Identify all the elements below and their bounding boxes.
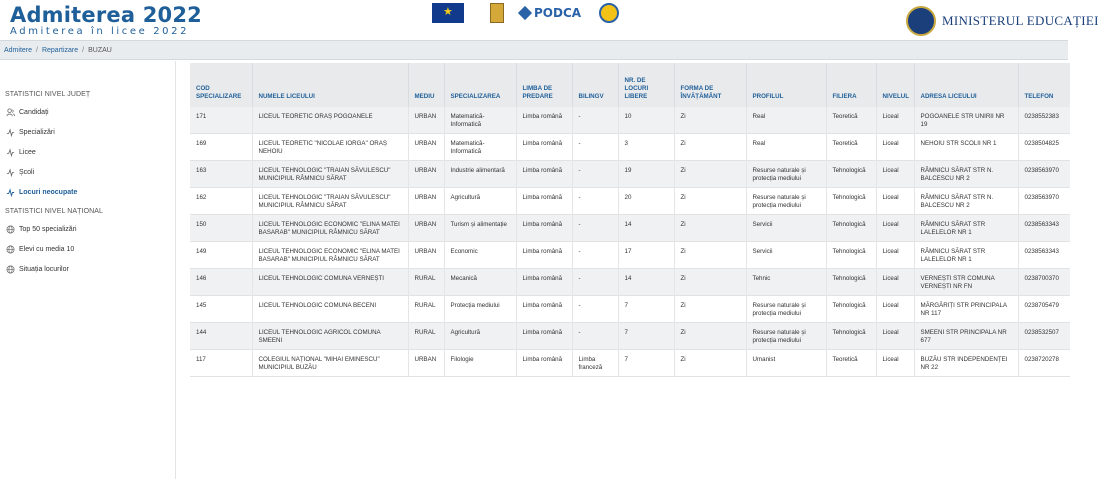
cell-forma-de-invatamant: Zi [674, 269, 746, 296]
cell-limba-de-predare: Limba română [516, 188, 572, 215]
table-row [190, 242, 1070, 269]
globe-icon [5, 224, 15, 234]
cell-filiera: Tehnologică [826, 296, 876, 323]
cell-bilingv: Limba franceză [572, 350, 618, 377]
cell-forma-de-invatamant: Zi [674, 188, 746, 215]
cell-numele-liceului: LICEUL TEHNOLOGIC COMUNA VERNEȘTI [252, 269, 408, 296]
cell-numele-liceului: LICEUL TEHNOLOGIC ECONOMIC "ELINA MATEI BASARAB" MUNICIPIUL RÂMNICU SĂRAT [252, 215, 408, 242]
cell-nr-locuri-libere: 17 [618, 242, 674, 269]
ministry-brand[interactable] [906, 6, 1099, 36]
cell-forma-de-invatamant: Zi [674, 107, 746, 134]
cell-bilingv: - [572, 161, 618, 188]
sidebar-item-situatia-locurilor[interactable] [0, 259, 175, 279]
cell-adresa-liceului: RÂMNICU SĂRAT STR LALELELOR NR 1 [914, 215, 1018, 242]
column-header-forma-de-invatamant[interactable]: FORMA DE ÎNVĂȚĂMÂNT [674, 63, 746, 107]
cell-nr-locuri-libere: 3 [618, 134, 674, 161]
cell-bilingv: - [572, 269, 618, 296]
cell-adresa-liceului: RÂMNICU SĂRAT STR LALELELOR NR 1 [914, 242, 1018, 269]
column-header-cod-specializare[interactable]: COD SPECIALIZARE [190, 63, 252, 107]
breadcrumb-admitere[interactable]: Admitere [4, 47, 33, 54]
breadcrumb [0, 40, 1068, 60]
table-row [190, 188, 1070, 215]
column-header-specializarea[interactable]: SPECIALIZAREA [444, 63, 516, 107]
globe-icon [5, 244, 15, 254]
cell-limba-de-predare: Limba română [516, 107, 572, 134]
cell-limba-de-predare: Limba română [516, 161, 572, 188]
sidebar-item-locuri-neocupate[interactable] [0, 182, 175, 202]
table-row [190, 215, 1070, 242]
activity-icon [5, 147, 15, 157]
romania-coat-of-arms-logo [490, 3, 504, 23]
cell-numele-liceului: COLEGIUL NAȚIONAL "MIHAI EMINESCU" MUNICIPIUL BUZĂU [252, 350, 408, 377]
cell-specializarea: Agricultură [444, 188, 516, 215]
site-title: Admiterea 2022 [10, 3, 202, 27]
cell-profilul: Umanist [746, 350, 826, 377]
table-row [190, 107, 1070, 134]
cell-nr-locuri-libere: 10 [618, 107, 674, 134]
eu-flag-logo [432, 3, 464, 23]
cell-numele-liceului: LICEUL TEORETIC "NICOLAE IORGA" ORAȘ NEHOIU [252, 134, 408, 161]
sidebar-item-candidati[interactable] [0, 102, 175, 122]
cell-numele-liceului: LICEUL TEHNOLOGIC "TRAIAN SĂVULESCU" MUNICIPIUL RÂMNICU SĂRAT [252, 188, 408, 215]
cell-forma-de-invatamant: Zi [674, 161, 746, 188]
sidebar-item-label: Specializări [19, 128, 55, 136]
cell-numele-liceului: LICEUL TEHNOLOGIC COMUNA BECENI [252, 296, 408, 323]
column-header-telefon[interactable]: TELEFON [1018, 63, 1070, 107]
cell-specializarea: Agricultură [444, 323, 516, 350]
cell-telefon: 0238504825 [1018, 134, 1070, 161]
cell-telefon: 0238563970 [1018, 188, 1070, 215]
cell-mediu: RURAL [408, 269, 444, 296]
cell-filiera: Tehnologică [826, 215, 876, 242]
users-icon [5, 107, 15, 117]
cell-adresa-liceului: MĂRGĂRIȚI STR PRINCIPALA NR 117 [914, 296, 1018, 323]
activity-icon [5, 187, 15, 197]
cell-numele-liceului: LICEUL TEORETIC ORAȘ POGOANELE [252, 107, 408, 134]
cell-filiera: Tehnologică [826, 269, 876, 296]
cell-profilul: Resurse naturale și protecția mediului [746, 188, 826, 215]
cell-limba-de-predare: Limba română [516, 269, 572, 296]
column-header-bilingv[interactable]: BILINGV [572, 63, 618, 107]
cell-bilingv: - [572, 323, 618, 350]
cell-adresa-liceului: BUZĂU STR INDEPENDENȚEI NR 22 [914, 350, 1018, 377]
cell-limba-de-predare: Limba română [516, 242, 572, 269]
cell-adresa-liceului: SMEENI STR PRINCIPALA NR 677 [914, 323, 1018, 350]
cell-nivelul: Liceal [876, 350, 914, 377]
cell-cod-specializare: 162 [190, 188, 252, 215]
sidebar-item-label: Licee [19, 148, 36, 156]
cell-telefon: 0238552383 [1018, 107, 1070, 134]
cell-bilingv: - [572, 188, 618, 215]
cell-mediu: URBAN [408, 350, 444, 377]
cell-cod-specializare: 144 [190, 323, 252, 350]
cell-cod-specializare: 163 [190, 161, 252, 188]
cell-limba-de-predare: Limba română [516, 134, 572, 161]
table-row [190, 296, 1070, 323]
cell-nivelul: Liceal [876, 269, 914, 296]
cell-mediu: URBAN [408, 161, 444, 188]
sidebar-item-label: Locuri neocupate [19, 188, 78, 196]
cell-profilul: Tehnic [746, 269, 826, 296]
cell-nr-locuri-libere: 14 [618, 215, 674, 242]
cell-specializarea: Filologie [444, 350, 516, 377]
table-row [190, 161, 1070, 188]
cell-specializarea: Mecanică [444, 269, 516, 296]
column-header-limba-de-predare[interactable]: LIMBA DE PREDARE [516, 63, 572, 107]
cell-forma-de-invatamant: Zi [674, 323, 746, 350]
main-content [190, 63, 1068, 479]
cell-filiera: Teoretică [826, 107, 876, 134]
site-brand[interactable] [10, 4, 202, 37]
sidebar-item-elevi-cu-media-10[interactable] [0, 239, 175, 259]
cell-profilul: Resurse naturale și protecția mediului [746, 323, 826, 350]
cell-limba-de-predare: Limba română [516, 323, 572, 350]
cell-nivelul: Liceal [876, 323, 914, 350]
sidebar-item-label: Situația locurilor [19, 265, 69, 273]
cell-profilul: Servicii [746, 215, 826, 242]
cell-adresa-liceului: RÂMNICU SĂRAT STR N. BALCESCU NR 2 [914, 161, 1018, 188]
sidebar-item-specializari[interactable] [0, 122, 175, 142]
table-header-row [190, 63, 1070, 107]
cell-nr-locuri-libere: 14 [618, 269, 674, 296]
cell-specializarea: Matematică-Informatică [444, 134, 516, 161]
unfilled-places-table [190, 63, 1070, 377]
cell-nr-locuri-libere: 7 [618, 296, 674, 323]
cell-limba-de-predare: Limba română [516, 296, 572, 323]
cell-bilingv: - [572, 215, 618, 242]
cell-filiera: Tehnologică [826, 323, 876, 350]
breadcrumb-current: BUZAU [88, 47, 112, 54]
sidebar-item-label: Elevi cu media 10 [19, 245, 75, 253]
cell-adresa-liceului: RÂMNICU SĂRAT STR N. BALCESCU NR 2 [914, 188, 1018, 215]
ministry-seal-icon [906, 6, 936, 36]
cell-filiera: Teoretică [826, 350, 876, 377]
activity-icon [5, 127, 15, 137]
sidebar-item-licee[interactable] [0, 142, 175, 162]
sidebar-item-label: Școli [19, 168, 35, 176]
column-header-numele-liceului[interactable]: NUMELE LICEULUI [252, 63, 408, 107]
cell-profilul: Resurse naturale și protecția mediului [746, 161, 826, 188]
cell-nivelul: Liceal [876, 296, 914, 323]
breadcrumb-separator: / [36, 47, 38, 54]
cell-telefon: 0238563970 [1018, 161, 1070, 188]
cell-nivelul: Liceal [876, 242, 914, 269]
sidebar [0, 61, 176, 479]
cell-profilul: Real [746, 134, 826, 161]
globe-icon [5, 264, 15, 274]
cell-profilul: Real [746, 107, 826, 134]
cell-nr-locuri-libere: 20 [618, 188, 674, 215]
cell-forma-de-invatamant: Zi [674, 134, 746, 161]
ministry-name: MINISTERUL EDUCAȚIEI [942, 13, 1099, 28]
cell-telefon: 0238532507 [1018, 323, 1070, 350]
cell-adresa-liceului: VERNEȘTI STR COMUNA VERNEȘTI NR FN [914, 269, 1018, 296]
cell-specializarea: Turism și alimentație [444, 215, 516, 242]
cell-numele-liceului: LICEUL TEHNOLOGIC "TRAIAN SĂVULESCU" MUNICIPIUL RÂMNICU SĂRAT [252, 161, 408, 188]
column-header-filiera[interactable]: FILIERA [826, 63, 876, 107]
cell-cod-specializare: 169 [190, 134, 252, 161]
cell-profilul: Resurse naturale și protecția mediului [746, 296, 826, 323]
cell-profilul: Servicii [746, 242, 826, 269]
podca-logo-text: PODCA [534, 6, 582, 20]
cell-telefon: 0238705479 [1018, 296, 1070, 323]
cell-adresa-liceului: NEHOIU STR SCOLII NR 1 [914, 134, 1018, 161]
sidebar-item-label: Top 50 specializări [19, 225, 77, 233]
column-header-mediu[interactable]: MEDIU [408, 63, 444, 107]
cell-specializarea: Industrie alimentară [444, 161, 516, 188]
sidebar-item-top-50-specializari[interactable] [0, 219, 175, 239]
cell-bilingv: - [572, 134, 618, 161]
cell-mediu: URBAN [408, 242, 444, 269]
cell-cod-specializare: 150 [190, 215, 252, 242]
cell-cod-specializare: 146 [190, 269, 252, 296]
cell-nivelul: Liceal [876, 215, 914, 242]
cell-mediu: URBAN [408, 134, 444, 161]
site-subtitle: Admiterea în licee 2022 [10, 26, 190, 37]
cell-numele-liceului: LICEUL TEHNOLOGIC ECONOMIC "ELINA MATEI BASARAB" MUNICIPIUL RÂMNICU SĂRAT [252, 242, 408, 269]
partner-logos [432, 3, 619, 37]
table-row [190, 269, 1070, 296]
column-header-adresa-liceului[interactable]: ADRESA LICEULUI [914, 63, 1018, 107]
cell-mediu: URBAN [408, 215, 444, 242]
cell-telefon: 0238720278 [1018, 350, 1070, 377]
cell-forma-de-invatamant: Zi [674, 296, 746, 323]
cell-bilingv: - [572, 107, 618, 134]
cell-telefon: 0238563343 [1018, 242, 1070, 269]
cell-specializarea: Economic [444, 242, 516, 269]
cell-forma-de-invatamant: Zi [674, 242, 746, 269]
cell-nr-locuri-libere: 19 [618, 161, 674, 188]
sidebar-item-scoli[interactable] [0, 162, 175, 182]
cell-nivelul: Liceal [876, 161, 914, 188]
cell-forma-de-invatamant: Zi [674, 350, 746, 377]
table-row [190, 350, 1070, 377]
cell-mediu: URBAN [408, 107, 444, 134]
table-row [190, 323, 1070, 350]
county-stats-heading: STATISTICI NIVEL JUDEȚ [5, 91, 91, 98]
cell-telefon: 0238700370 [1018, 269, 1070, 296]
column-header-nr-locuri-libere[interactable]: NR. DE LOCURI LIBERE [618, 63, 674, 107]
cell-cod-specializare: 171 [190, 107, 252, 134]
table-row [190, 134, 1070, 161]
cell-bilingv: - [572, 242, 618, 269]
activity-icon [5, 167, 15, 177]
cell-telefon: 0238563343 [1018, 215, 1070, 242]
breadcrumb-repartizare[interactable]: Repartizare [41, 47, 79, 54]
cell-bilingv: - [572, 296, 618, 323]
cell-nr-locuri-libere: 7 [618, 323, 674, 350]
cell-forma-de-invatamant: Zi [674, 215, 746, 242]
cell-cod-specializare: 149 [190, 242, 252, 269]
cell-cod-specializare: 117 [190, 350, 252, 377]
column-header-nivelul[interactable]: NIVELUL [876, 63, 914, 107]
table-body [190, 107, 1070, 377]
cell-mediu: URBAN [408, 188, 444, 215]
cell-cod-specializare: 145 [190, 296, 252, 323]
cell-limba-de-predare: Limba română [516, 350, 572, 377]
cell-nivelul: Liceal [876, 134, 914, 161]
cell-mediu: RURAL [408, 323, 444, 350]
cell-specializarea: Protecția mediului [444, 296, 516, 323]
cell-numele-liceului: LICEUL TEHNOLOGIC AGRICOL COMUNA SMEENI [252, 323, 408, 350]
cell-adresa-liceului: POGOANELE STR UNIRII NR 19 [914, 107, 1018, 134]
cell-nivelul: Liceal [876, 107, 914, 134]
cell-nr-locuri-libere: 7 [618, 350, 674, 377]
national-stats-heading: STATISTICI NIVEL NAȚIONAL [5, 208, 104, 215]
podca-logo [520, 3, 581, 23]
cell-specializarea: Matematică-Informatică [444, 107, 516, 134]
cell-filiera: Tehnologică [826, 242, 876, 269]
breadcrumb-separator: / [82, 47, 85, 54]
cell-nivelul: Liceal [876, 188, 914, 215]
cell-filiera: Tehnologică [826, 188, 876, 215]
cell-mediu: RURAL [408, 296, 444, 323]
site-header [0, 0, 1099, 40]
instrumente-structurale-logo [599, 3, 619, 23]
cell-limba-de-predare: Limba română [516, 215, 572, 242]
cell-filiera: Tehnologică [826, 161, 876, 188]
cell-filiera: Teoretică [826, 134, 876, 161]
sidebar-item-label: Candidați [19, 108, 49, 116]
column-header-profilul[interactable]: PROFILUL [746, 63, 826, 107]
podca-mark-icon [518, 6, 532, 20]
